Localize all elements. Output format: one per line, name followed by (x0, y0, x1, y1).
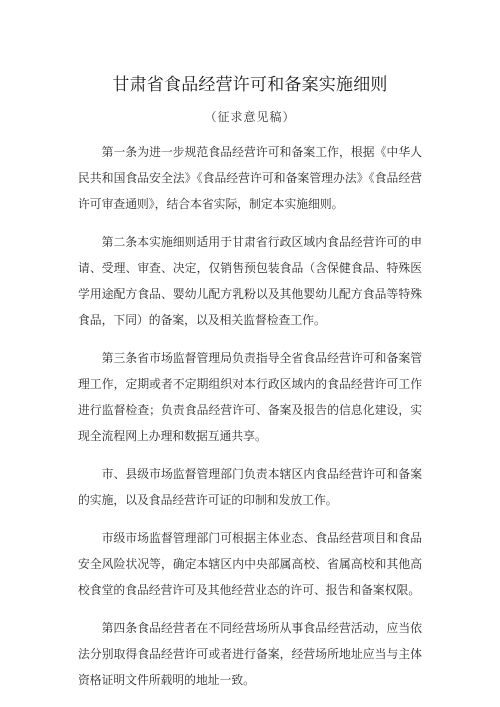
paragraph-article-3-county: 市、县级市场监督管理部门负责本辖区内食品经营许可和备案的实施，以及食品经营许可证的印制和发放工作。 (78, 467, 422, 507)
paragraph-article-1: 第一条为进一步规范食品经营许可和备案工作，根据《中华人民共和国食品安全法》《食品经营许可和备案管理办法》《食品经营许可审查通则》，结合本省实际，制定本实施细则。 (78, 145, 422, 211)
paragraph-article-3-city: 市级市场监督管理部门可根据主体业态、食品经营项目和食品安全风险状况等，确定本辖区内中央部属高校、省属高校和其他高校食堂的食品经营许可及其他经营业态的许可、报告和备案权限。 (78, 531, 422, 597)
document-subtitle: （征求意见稿） (204, 110, 296, 124)
paragraph-article-2: 第二条本实施细则适用于甘肃省行政区域内食品经营许可的申请、受理、审查、决定，仅销售预包装食品（含保健食品、特殊医学用途配方食品、婴幼儿配方乳粉以及其他婴幼儿配方食品等特殊食品，下同）的备案，以及相关监督检查工作。 (78, 235, 422, 327)
document-body (78, 139, 422, 693)
paragraph-article-3: 第三条省市场监督管理局负责指导全省食品经营许可和备案管理工作，定期或者不定期组织对本行政区域内的食品经营许可工作进行监督检查；负责食品经营许可、备案及报告的信息化建设，实现全流程网上办理和数据互通共享。 (78, 351, 422, 443)
document-title: 甘肃省食品经营许可和备案实施细则 (112, 75, 388, 95)
paragraph-article-4: 第四条食品经营者在不同经营场所从事食品经营活动，应当依法分别取得食品经营许可或者进行备案，经营场所地址应当与主体资格证明文件所载明的地址一致。 (78, 621, 422, 687)
